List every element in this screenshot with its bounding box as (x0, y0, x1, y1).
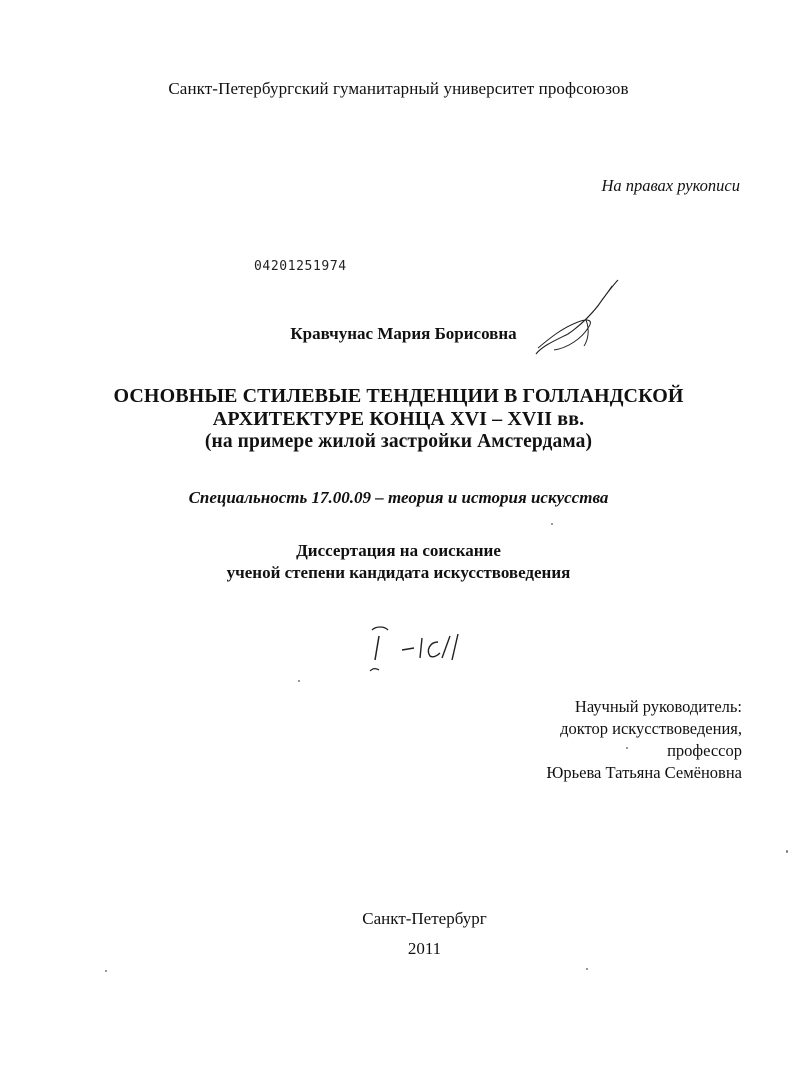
supervisor-label: Научный руководитель: (574, 697, 742, 716)
scan-speck (298, 680, 300, 682)
title-line-2: АРХИТЕКТУРЕ КОНЦА XVI – XVII вв. (212, 408, 585, 430)
author-name: Кравчунас Мария Борисовна (290, 324, 517, 343)
degree-line-1: Диссертация на соискание (296, 541, 501, 560)
city: Санкт-Петербург (362, 909, 487, 928)
author-signature (528, 276, 628, 366)
year: 2011 (407, 939, 442, 958)
supervisor-rank: профессор (667, 741, 742, 760)
registration-number: 04201251974 (254, 259, 347, 274)
scan-speck (105, 970, 107, 972)
scan-speck (551, 523, 553, 525)
title-line-3: (на примере жилой застройки Амстердама) (204, 431, 593, 452)
handwritten-mark (362, 608, 472, 678)
supervisor-name: Юрьева Татьяна Семёновна (546, 763, 742, 782)
title-line-1: ОСНОВНЫЕ СТИЛЕВЫЕ ТЕНДЕНЦИИ В ГОЛЛАНДСКОЙ (113, 385, 684, 407)
specialty-line: Специальность 17.00.09 – теория и история искусства (188, 488, 609, 507)
degree-line-2: ученой степени кандидата искусствоведения (226, 563, 571, 582)
rights-note: На правах рукописи (601, 176, 740, 195)
institution-name: Санкт-Петербургский гуманитарный университет профсоюзов (168, 79, 629, 98)
scan-speck (626, 747, 628, 749)
scan-speck (786, 850, 788, 853)
scan-speck (586, 968, 588, 970)
supervisor-degree: доктор искусствоведения, (560, 719, 742, 738)
